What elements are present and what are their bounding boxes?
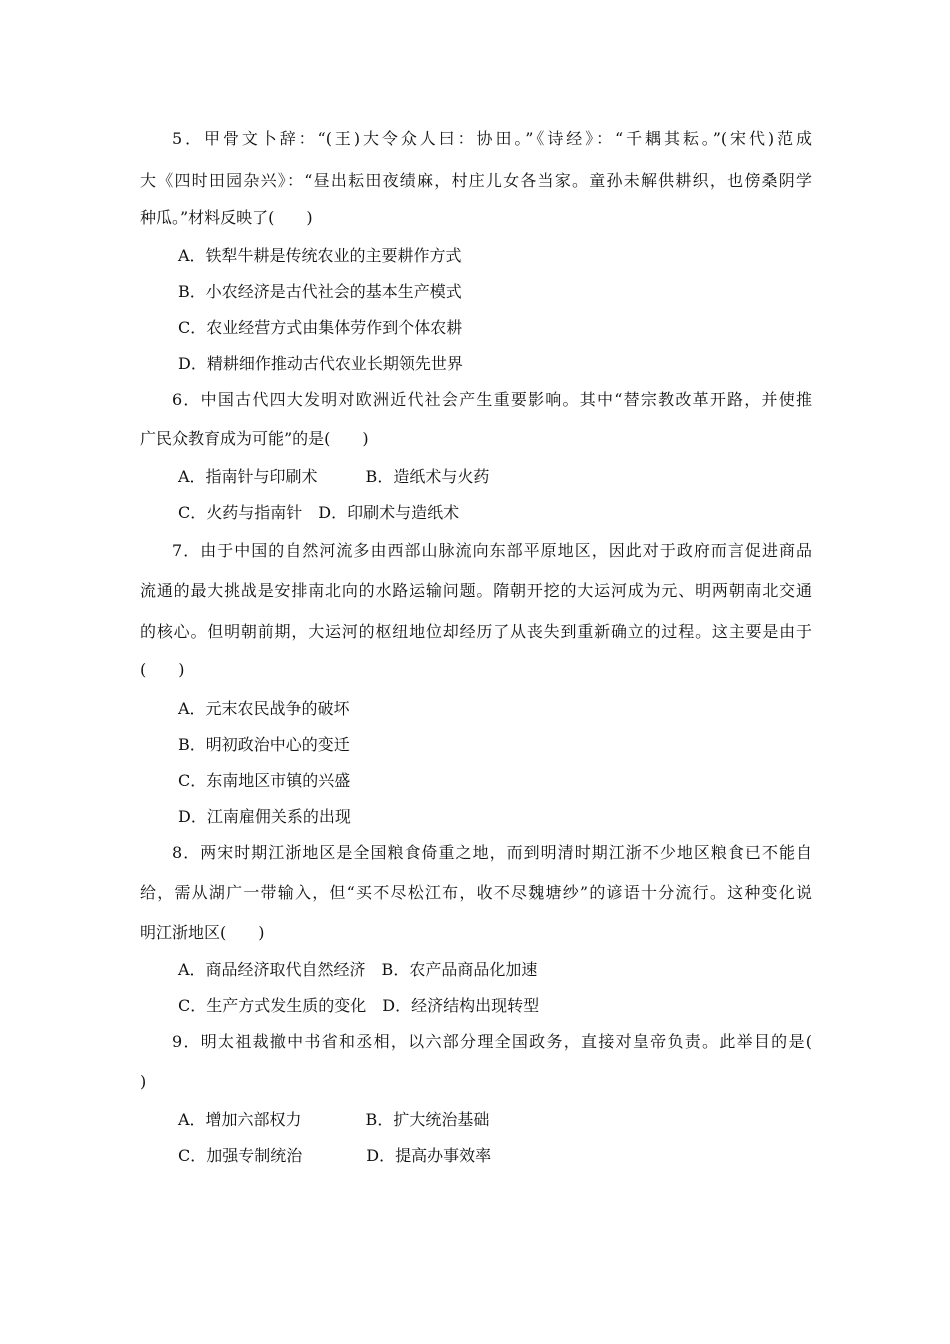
question-9-options-ab: A．增加六部权力 B．扩大统治基础 [178, 1110, 490, 1129]
question-5-option-d: D．精耕细作推动古代农业长期领先世界 [178, 354, 463, 373]
question-8-options-cd: C．生产方式发生质的变化 D．经济结构出现转型 [178, 996, 540, 1015]
question-5-option-b: B．小农经济是古代社会的基本生产模式 [178, 282, 462, 301]
question-6-stem-line-2: 广民众教育成为可能”的是( ) [140, 429, 369, 448]
question-9-stem-line-2: ) [140, 1072, 147, 1091]
question-8-stem-line-3: 明江浙地区( ) [140, 923, 265, 942]
question-6-options-cd: C．火药与指南针 D．印刷术与造纸术 [178, 503, 460, 522]
question-7-option-b: B．明初政治中心的变迁 [178, 735, 350, 754]
question-7-option-d: D．江南雇佣关系的出现 [178, 807, 351, 826]
question-6-options-ab: A．指南针与印刷术 B．造纸术与火药 [178, 467, 490, 486]
question-7-stem-line-2: 流通的最大挑战是安排南北向的水路运输问题。隋朝开挖的大运河成为元、明两朝南北交通 [140, 581, 812, 600]
question-7-option-a: A．元末农民战争的破坏 [178, 699, 350, 718]
question-5-option-a: A．铁犁牛耕是传统农业的主要耕作方式 [178, 246, 462, 265]
question-8-stem-line-2: 给，需从湖广一带输入，但“买不尽松江布，收不尽魏塘纱”的谚语十分流行。这种变化说 [140, 883, 812, 902]
question-9-stem-line-1: 9．明太祖裁撤中书省和丞相，以六部分理全国政务，直接对皇帝负责。此举目的是( [172, 1032, 812, 1051]
question-7-stem-line-3: 的核心。但明朝前期，大运河的枢纽地位却经历了从丧失到重新确立的过程。这主要是由于 [140, 622, 812, 641]
question-7-stem-line-4: ( ) [140, 660, 185, 679]
question-5-option-c: C．农业经营方式由集体劳作到个体农耕 [178, 318, 463, 337]
question-5-stem-line-1: 5．甲骨文卜辞：“(王)大令众人曰：协田。”《诗经》：“千耦其耘。”(宋代)范成 [172, 129, 812, 148]
question-5-stem-line-3: 种瓜。”材料反映了( ) [140, 208, 313, 227]
question-7-stem-line-1: 7．由于中国的自然河流多由西部山脉流向东部平原地区，因此对于政府而言促进商品 [172, 541, 812, 560]
question-9-options-cd: C．加强专制统治 D．提高办事效率 [178, 1146, 492, 1165]
question-5-stem-line-2: 大《四时田园杂兴》：“昼出耘田夜绩麻，村庄儿女各当家。童孙未解供耕织，也傍桑阴学 [140, 171, 812, 190]
question-8-options-ab: A．商品经济取代自然经济 B．农产品商品化加速 [178, 960, 538, 979]
question-7-option-c: C．东南地区市镇的兴盛 [178, 771, 351, 790]
question-8-stem-line-1: 8．两宋时期江浙地区是全国粮食倚重之地，而到明清时期江浙不少地区粮食已不能自 [172, 843, 812, 862]
question-6-stem-line-1: 6．中国古代四大发明对欧洲近代社会产生重要影响。其中“替宗教改革开路，并使推 [172, 390, 812, 409]
